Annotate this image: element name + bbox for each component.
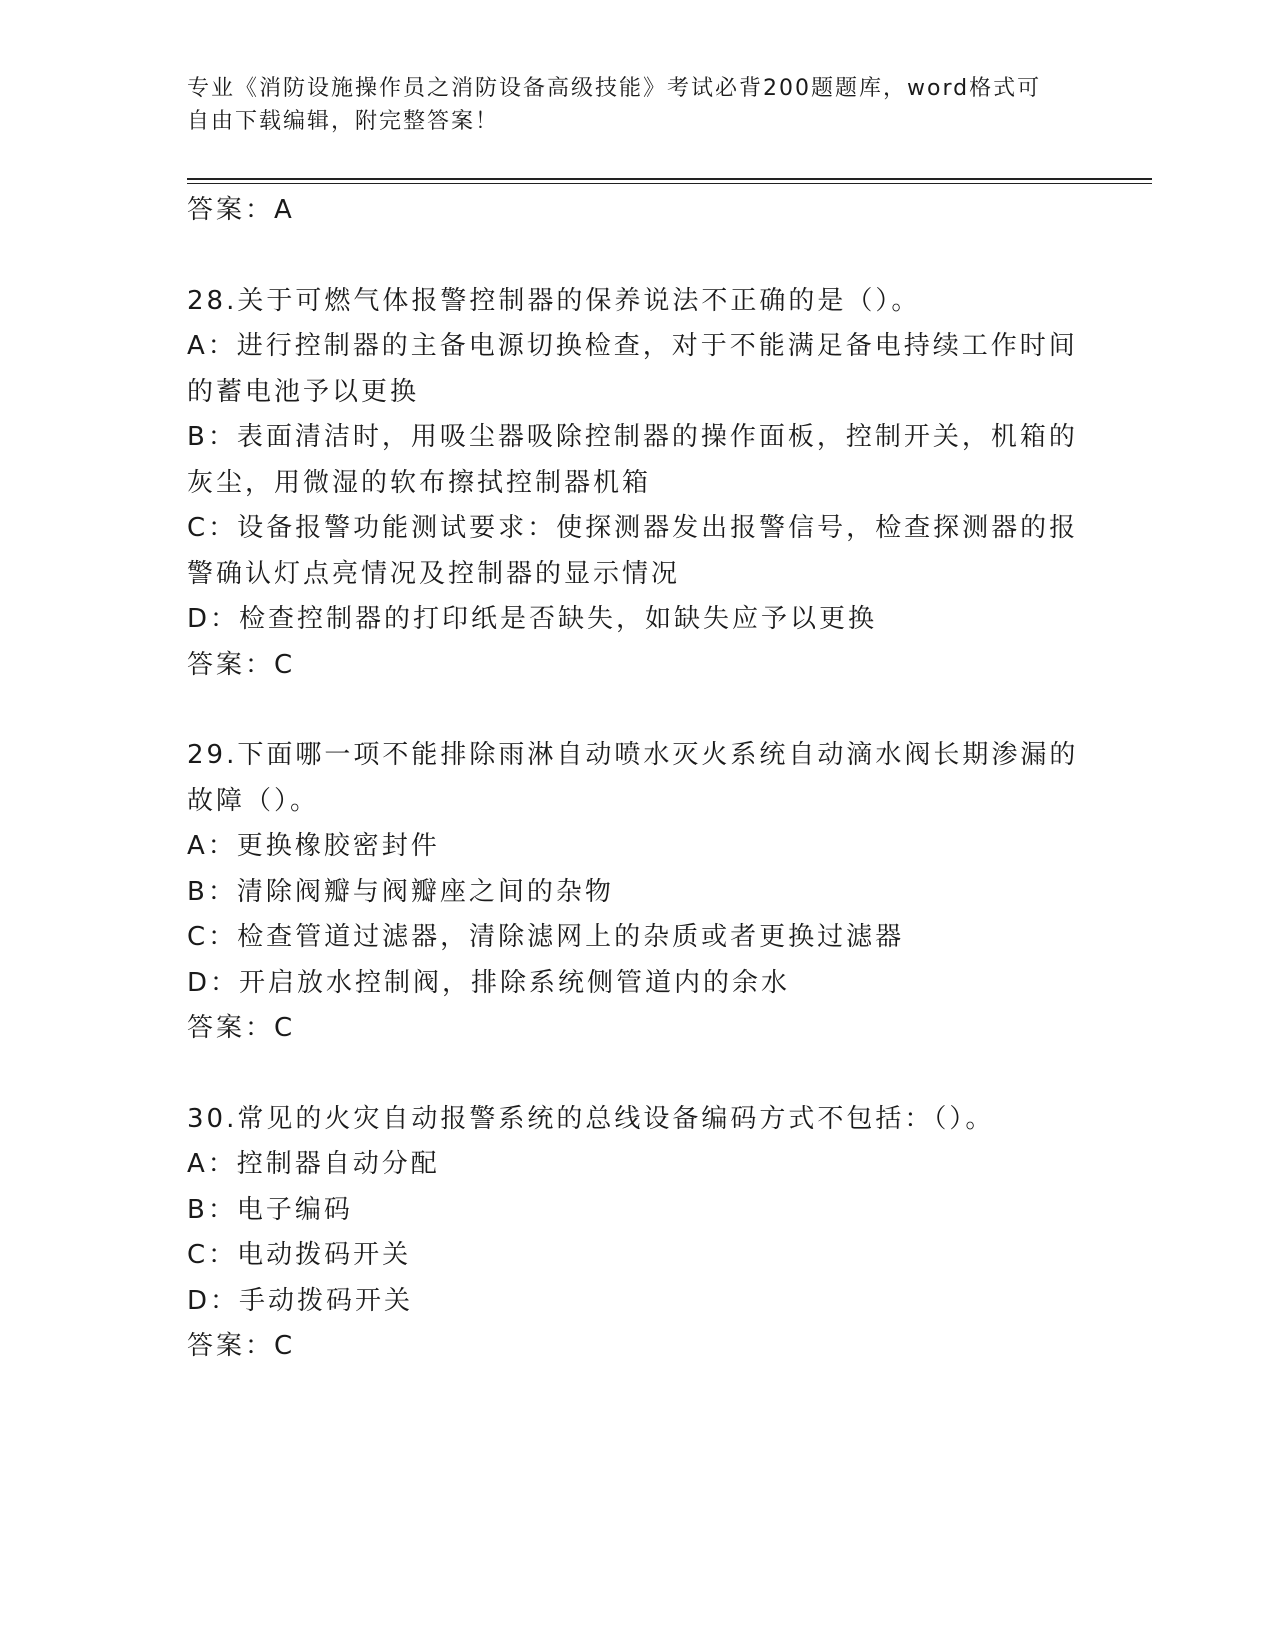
question-stem: 29.下面哪一项不能排除雨淋自动喷水灭火系统自动滴水阀长期渗漏的 — [187, 740, 1079, 770]
option-b: B：电子编码 — [187, 1194, 353, 1225]
question-28 — [187, 279, 1087, 689]
header-divider-thin — [187, 183, 1152, 184]
option-b: B：表面清洁时，用吸尘器吸除控制器的操作面板，控制开关，机箱的 — [187, 422, 1078, 452]
spacer — [187, 1052, 1087, 1097]
question-stem: 28.关于可燃气体报警控制器的保养说法不正确的是（）。 — [187, 285, 921, 316]
previous-answer: 答案：A — [187, 195, 295, 225]
option-c-cont: 警确认灯点亮情况及控制器的显示情况 — [187, 558, 681, 589]
option-b: B：清除阀瓣与阀瓣座之间的杂物 — [187, 876, 614, 907]
question-stem-cont: 故障（）。 — [187, 785, 320, 816]
option-a-cont: 的蓄电池予以更换 — [187, 376, 420, 407]
option-b-cont: 灰尘，用微湿的软布擦拭控制器机箱 — [187, 467, 652, 498]
question-29 — [187, 733, 1087, 1052]
option-a: A：进行控制器的主备电源切换检查，对于不能满足备电持续工作时间 — [187, 331, 1078, 361]
option-a: A：控制器自动分配 — [187, 1149, 440, 1179]
option-c: C：检查管道过滤器，清除滤网上的杂质或者更换过滤器 — [187, 922, 905, 952]
option-c: C：设备报警功能测试要求：使探测器发出报警信号，检查探测器的报 — [187, 513, 1079, 543]
option-d: D：检查控制器的打印纸是否缺失，如缺失应予以更换 — [187, 604, 878, 634]
option-d: D：开启放水控制阀，排除系统侧管道内的余水 — [187, 967, 791, 998]
answer: 答案：C — [187, 1013, 296, 1043]
option-c: C：电动拨码开关 — [187, 1240, 412, 1270]
header-line-1: 专业《消防设施操作员之消防设备高级技能》考试必背200题题库，word格式可 — [187, 76, 1042, 101]
header-line-2: 自由下载编辑，附完整答案！ — [187, 109, 500, 134]
header-divider — [187, 178, 1152, 180]
question-stem: 30.常见的火灾自动报警系统的总线设备编码方式不包括：（）。 — [187, 1103, 995, 1134]
spacer — [187, 234, 1087, 279]
answer: 答案：C — [187, 649, 296, 680]
option-d: D：手动拨码开关 — [187, 1285, 414, 1316]
page-header — [187, 72, 1067, 138]
answer: 答案：C — [187, 1331, 296, 1361]
question-30 — [187, 1097, 1087, 1370]
spacer — [187, 688, 1087, 733]
question-list — [187, 188, 1087, 1370]
option-a: A：更换橡胶密封件 — [187, 831, 440, 861]
